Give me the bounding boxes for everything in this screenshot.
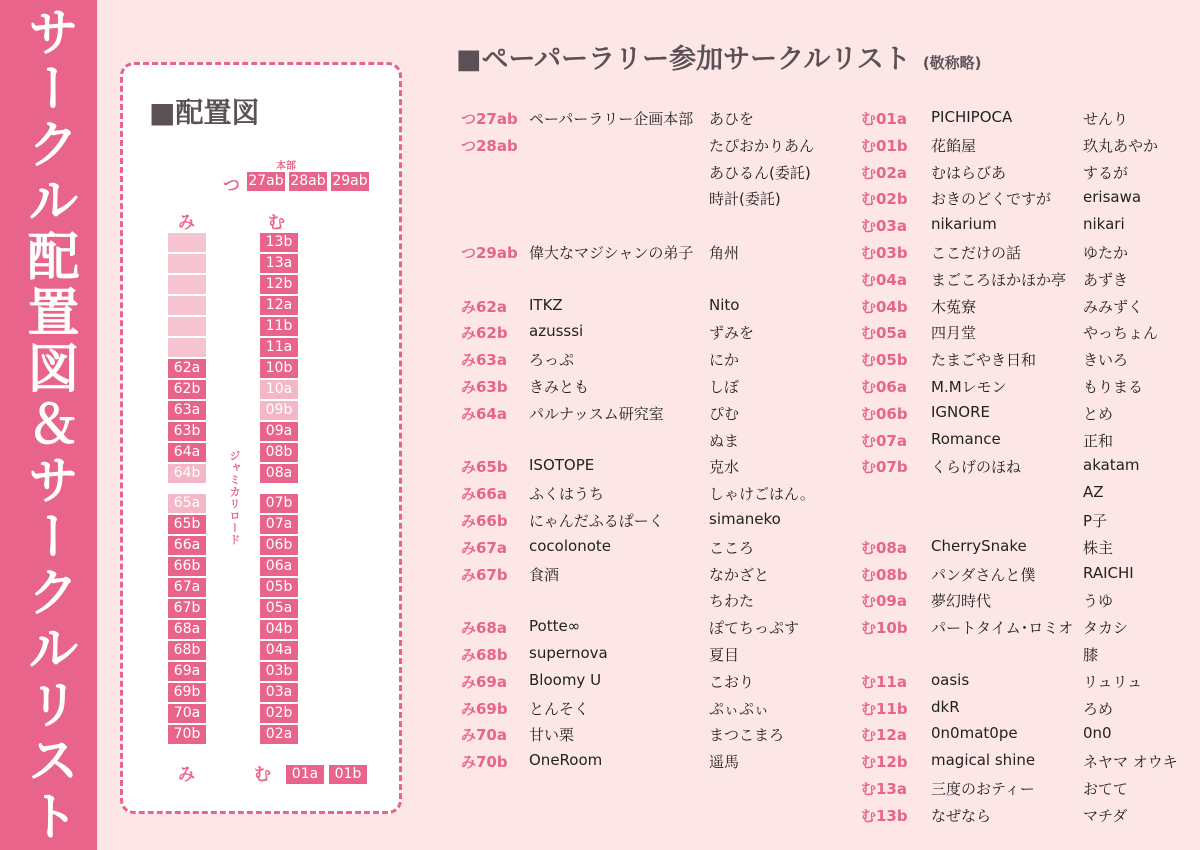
author-name: あひを: [709, 110, 755, 128]
booth-code: む03b: [861, 243, 908, 262]
booth-cell: 68a: [168, 620, 206, 639]
booth-code: む06a: [861, 377, 907, 396]
booth-code: む04a: [861, 270, 907, 289]
booth-code: み63b: [461, 377, 508, 396]
booth-cell: [168, 338, 206, 357]
booth-cell: [168, 317, 206, 336]
author-name: ぬま: [709, 431, 740, 450]
booth-cell: 12b: [260, 275, 298, 294]
booth-cell: 62b: [168, 380, 206, 399]
circle-name: きみとも: [529, 377, 590, 396]
circle-name: 0n0mat0pe: [931, 724, 1018, 743]
booth-code: む02a: [861, 163, 907, 182]
booth-code: む08a: [861, 538, 907, 557]
booth-cell: 07b: [260, 494, 298, 513]
circle-name: azusssi: [529, 322, 584, 341]
booth-cell: 11a: [260, 338, 298, 357]
booth-code: む05a: [861, 324, 907, 343]
circle-name: IGNORE: [931, 402, 990, 421]
author-name: タカシ: [1083, 619, 1129, 638]
author-name: あひるん(委託): [709, 163, 811, 182]
circle-name: CherrySnake: [931, 536, 1027, 555]
circle-name: 木菟寮: [931, 297, 977, 316]
author-name: ネヤマ オウキ: [1083, 753, 1178, 772]
circle-name: nikarium: [931, 215, 997, 234]
booth-cell: 64a: [168, 443, 206, 462]
booth-cell: 07a: [260, 515, 298, 534]
circle-name: ISOTOPE: [529, 456, 595, 475]
author-name: ぽてちっぷす: [709, 619, 800, 638]
author-name: するが: [1083, 163, 1129, 182]
left-column-label-bottom: み: [178, 765, 195, 785]
booth-code: む10b: [861, 619, 908, 638]
booth-cell: 28ab: [290, 173, 326, 189]
booth-cell: 08a: [260, 464, 298, 483]
hq-column-label: つ: [223, 176, 240, 196]
circle-name: ろっぷ: [529, 351, 575, 370]
booth-cell: 08b: [260, 443, 298, 462]
author-name: うゆ: [1083, 592, 1114, 611]
circle-name: たまごやき日和: [931, 351, 1037, 370]
booth-cell: 11b: [260, 317, 298, 336]
circle-name: OneRoom: [529, 751, 603, 770]
author-name: リュリュ: [1083, 672, 1143, 691]
booth-cell: 02a: [260, 725, 298, 744]
road-label: ジャミカリロード: [228, 450, 241, 546]
circle-name: 甘い栗: [529, 726, 575, 745]
booth-code: む07a: [861, 431, 907, 450]
booth-code: む12a: [861, 726, 907, 745]
author-name: Nito: [709, 295, 740, 314]
author-name: やっちょん: [1083, 324, 1159, 343]
booth-code: む04b: [861, 297, 908, 316]
booth-cell: 70b: [168, 725, 206, 744]
author-name: こころ: [709, 538, 755, 557]
circle-name: くらげのほね: [931, 458, 1022, 477]
author-name: ずみを: [709, 324, 755, 343]
circle-name: ここだけの話: [931, 243, 1022, 262]
author-name: AZ: [1083, 483, 1104, 502]
circle-name: とんそく: [529, 699, 590, 718]
author-name: なかざと: [709, 565, 770, 584]
booth-code: む05b: [861, 351, 908, 370]
author-name: 株主: [1083, 538, 1114, 557]
booth-code: み66b: [461, 511, 508, 530]
booth-cell: 67b: [168, 599, 206, 618]
booth-code: み69b: [461, 699, 508, 718]
author-name: きいろ: [1083, 351, 1129, 370]
booth-cell: [168, 233, 206, 252]
booth-cell: 12a: [260, 296, 298, 315]
circle-name: magical shine: [931, 751, 1036, 770]
circle-name: 花餡屋: [931, 136, 977, 155]
author-name: たぴおかりあん: [709, 136, 815, 155]
booth-cell: 06b: [260, 536, 298, 555]
author-name: こおり: [709, 672, 755, 691]
booth-code: む07b: [861, 458, 908, 477]
list-title-note: (敬称略): [922, 54, 982, 72]
author-name: RAICHI: [1083, 563, 1134, 582]
booth-cell: 68b: [168, 641, 206, 660]
booth-cell: 65b: [168, 515, 206, 534]
booth-code: む02b: [861, 190, 908, 209]
booth-code: む01b: [861, 136, 908, 155]
author-name: しぼ: [709, 377, 740, 396]
circle-name: 四月堂: [931, 324, 977, 343]
author-name: もりまる: [1083, 377, 1144, 396]
hq-label: 本部: [276, 161, 296, 172]
circle-name: パンダさんと僕: [931, 565, 1036, 584]
circle-name: おきのどくですが: [931, 190, 1052, 209]
author-name: simaneko: [709, 509, 781, 528]
booth-code: つ29ab: [461, 243, 518, 262]
booth-code: み62a: [461, 297, 507, 316]
author-name: にか: [709, 351, 740, 370]
author-name: みみずく: [1083, 297, 1144, 316]
circle-name: Romance: [931, 429, 1001, 448]
booth-cell: 69a: [168, 662, 206, 681]
circle-name: ふくはうち: [529, 485, 605, 504]
booth-code: み65b: [461, 458, 508, 477]
circle-name: まごころほかほか亭: [931, 270, 1067, 289]
booth-cell: 63a: [168, 401, 206, 420]
booth-code: む01a: [861, 110, 907, 128]
booth-code: つ27ab: [461, 110, 518, 128]
author-name: あずき: [1083, 270, 1129, 289]
author-name: マチダ: [1083, 806, 1128, 825]
booth-cell: 62a: [168, 359, 206, 378]
booth-cell: 01b: [329, 765, 367, 784]
booth-code: む09a: [861, 592, 907, 611]
circle-name: ITKZ: [529, 295, 563, 314]
author-name: 0n0: [1083, 724, 1112, 743]
author-name: 遥馬: [709, 753, 740, 772]
booth-code: つ28ab: [461, 136, 518, 155]
booth-code: み64a: [461, 404, 507, 423]
booth-cell: 70a: [168, 704, 206, 723]
author-name: erisawa: [1083, 188, 1142, 207]
booth-cell: 66b: [168, 557, 206, 576]
booth-cell: 13a: [260, 254, 298, 273]
right-column-label-bottom: む: [254, 765, 271, 785]
author-name: 正和: [1083, 431, 1114, 450]
booth-cell: 01a: [286, 765, 324, 784]
booth-code: む08b: [861, 565, 908, 584]
author-name: ぴむ: [709, 404, 740, 423]
author-name: 角州: [709, 243, 740, 262]
author-name: 膝: [1083, 645, 1099, 664]
booth-cell: 09a: [260, 422, 298, 441]
list-title: [456, 37, 982, 76]
booth-code: む06b: [861, 404, 908, 423]
right-column-label: む: [268, 213, 285, 233]
author-name: nikari: [1083, 215, 1125, 234]
side-band: [0, 0, 97, 850]
booth-code: み66a: [461, 485, 507, 504]
booth-code: み70b: [461, 753, 508, 772]
circle-name: なぜなら: [931, 806, 992, 825]
booth-cell: 66a: [168, 536, 206, 555]
booth-cell: 05a: [260, 599, 298, 618]
booth-cell: 10a: [260, 380, 298, 399]
booth-code: む13b: [861, 806, 908, 825]
circle-name: cocolonote: [529, 536, 611, 555]
circle-name: むはらびあ: [931, 163, 1007, 182]
booth-code: む12b: [861, 753, 908, 772]
floor-map: [120, 62, 402, 814]
booth-cell: 06a: [260, 557, 298, 576]
booth-code: み67b: [461, 565, 508, 584]
booth-cell: 05b: [260, 578, 298, 597]
booth-code: む03a: [861, 217, 907, 236]
left-column-label: み: [178, 213, 195, 233]
circle-name: 偉大なマジシャンの弟子: [529, 243, 694, 262]
booth-code: み63a: [461, 351, 507, 370]
circle-name: Potte∞: [529, 617, 581, 636]
booth-code: み67a: [461, 538, 507, 557]
author-name: ゆたか: [1083, 243, 1129, 262]
booth-cell: [168, 254, 206, 273]
booth-cell: 13b: [260, 233, 298, 252]
booth-cell: [168, 296, 206, 315]
booth-cell: 29ab: [332, 173, 368, 189]
circle-name: パートタイム･ロミオ: [931, 619, 1074, 638]
circle-name: Bloomy U: [529, 670, 602, 689]
booth-cell: 03b: [260, 662, 298, 681]
circle-name: ペーパーラリー企画本部: [529, 110, 694, 128]
author-name: 玖丸あやか: [1083, 136, 1159, 155]
booth-cell: 65a: [168, 494, 206, 513]
author-name: とめ: [1083, 404, 1114, 423]
booth-cell: 03a: [260, 683, 298, 702]
author-name: ろめ: [1083, 699, 1114, 718]
circle-name: supernova: [529, 643, 608, 662]
booth-cell: 63b: [168, 422, 206, 441]
booth-cell: [168, 275, 206, 294]
circle-name: 三度のおティー: [931, 779, 1035, 798]
booth-cell: 67a: [168, 578, 206, 597]
booth-code: む11b: [861, 699, 908, 718]
booth-code: み68b: [461, 645, 508, 664]
author-name: 克水: [709, 458, 740, 477]
circle-name: PICHIPOCA: [931, 108, 1013, 126]
list-title-text: ■ペーパーラリー参加サークルリスト: [456, 44, 911, 75]
author-name: ちわた: [709, 592, 755, 611]
booth-code: む13a: [861, 779, 907, 798]
booth-cell: 27ab: [248, 173, 284, 189]
circle-name: oasis: [931, 670, 970, 689]
circle-name: M.Mレモン: [931, 377, 1007, 396]
booth-cell: 04b: [260, 620, 298, 639]
booth-code: み68a: [461, 619, 507, 638]
author-name: せんり: [1083, 110, 1129, 128]
booth-code: み62b: [461, 324, 508, 343]
author-name: akatam: [1083, 456, 1140, 475]
booth-code: む11a: [861, 672, 907, 691]
author-name: 時計(委託): [709, 190, 781, 209]
author-name: まつこまろ: [709, 726, 785, 745]
side-title: サークル配置図＆サークルリスト: [18, 5, 78, 845]
booth-cell: 04a: [260, 641, 298, 660]
author-name: P子: [1083, 511, 1108, 530]
booth-cell: 09b: [260, 401, 298, 420]
circle-name: dkR: [931, 697, 960, 716]
booth-cell: 10b: [260, 359, 298, 378]
circle-name: 食酒: [529, 565, 560, 584]
circle-name: パルナッスム研究室: [529, 404, 664, 423]
map-heading: ■配置図: [149, 96, 260, 129]
author-name: 夏目: [709, 645, 740, 664]
booth-code: み70a: [461, 726, 507, 745]
author-name: しゃけごはん。: [709, 485, 815, 504]
circle-name: にゃんだふるぱーく: [529, 511, 664, 530]
booth-cell: 69b: [168, 683, 206, 702]
booth-cell: 64b: [168, 464, 206, 483]
author-name: おてて: [1083, 779, 1128, 798]
booth-code: み69a: [461, 672, 507, 691]
circle-name: 夢幻時代: [931, 592, 992, 611]
booth-cell: 02b: [260, 704, 298, 723]
author-name: ぷぃぷぃ: [709, 699, 770, 718]
